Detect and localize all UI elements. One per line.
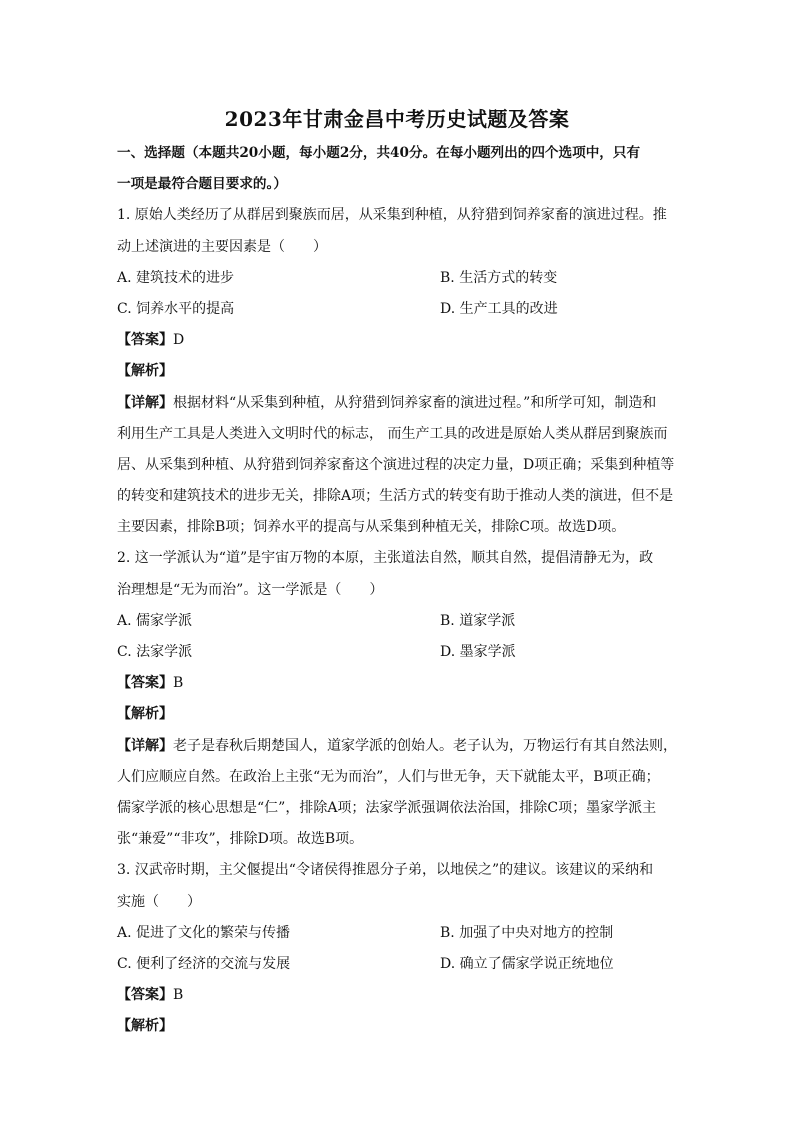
q2-stem-line-1: 2. 这一学派认为“道”是宇宙万物的本原，主张道法自然，顺其自然，提倡清静无为，政 xyxy=(117,550,654,567)
q1-detail-line-4: 的转变和建筑技术的进步无关，排除A项；生活方式的转变有助于推动人类的演进，但不是 xyxy=(117,488,674,505)
section-heading-line-2: 一项是最符合题目要求的。） xyxy=(117,176,287,193)
q3-option-b: B. 加强了中央对地方的控制 xyxy=(440,924,614,941)
q2-answer-label: 【答案】 xyxy=(117,675,173,692)
q2-analysis-label: 【解析】 xyxy=(117,706,173,723)
q2-detail-text-1: 老子是春秋后期楚国人，道家学派的创始人。老子认为，万物运行有其自然法则， xyxy=(173,737,677,754)
q1-detail-label: 【详解】 xyxy=(117,394,173,411)
q3-stem-line-1: 3. 汉武帝时期，主父偃提出“令诸侯得推恩分子弟，以地侯之”的建议。该建议的采纳和 xyxy=(117,862,654,879)
q3-options-row-2 xyxy=(117,949,679,980)
q2-options-row-1 xyxy=(117,606,679,637)
q1-detail-line-5: 主要因素，排除B项；饲养水平的提高与从采集到种植无关，排除C项。故选D项。 xyxy=(117,519,626,536)
q1-option-d: D. 生产工具的改进 xyxy=(440,300,558,317)
q2-detail-line-2: 人们应顺应自然。在政治上主张“无为而治”，人们与世无争，天下就能太平，B项正确； xyxy=(117,768,660,785)
q2-option-d: D. 墨家学派 xyxy=(440,644,516,660)
q1-detail-line-1 xyxy=(117,388,679,419)
q3-answer xyxy=(117,980,679,1011)
q2-options-row-2 xyxy=(117,637,679,668)
q2-answer-value: B xyxy=(173,675,184,692)
q1-stem-line-2: 动上述演进的主要因素是（ ） xyxy=(117,238,327,255)
q1-answer-value: D xyxy=(173,332,185,349)
q2-option-c: C. 法家学派 xyxy=(117,644,193,660)
document-body xyxy=(117,138,679,1042)
q3-answer-value: B xyxy=(173,987,184,1004)
q2-detail-line-3: 儒家学派的核心思想是“仁”，排除A项；法家学派强调依法治国，排除C项；墨家学派主 xyxy=(117,799,657,816)
q1-stem-line-1: 1. 原始人类经历了从群居到聚族而居，从采集到种植，从狩猎到饲养家畜的演进过程。推 xyxy=(117,207,667,224)
document-title: 2023年甘肃金昌中考历史试题及答案 xyxy=(224,107,570,131)
q3-stem-line-2: 实施（ ） xyxy=(117,893,201,910)
q1-options-row-1 xyxy=(117,263,679,294)
q1-analysis-label: 【解析】 xyxy=(117,363,173,380)
q2-option-b: B. 道家学派 xyxy=(440,612,516,629)
q1-options-row-2 xyxy=(117,294,679,325)
q2-option-a: A. 儒家学派 xyxy=(117,612,193,629)
q3-option-c: C. 便利了经济的交流与发展 xyxy=(117,955,291,972)
q1-option-c: C. 饲养水平的提高 xyxy=(117,300,235,317)
q2-detail-line-4: 张“兼爱”“非攻”，排除D项。故选B项。 xyxy=(117,831,364,848)
q2-detail-line-1 xyxy=(117,731,679,762)
q2-detail-label: 【详解】 xyxy=(117,737,173,754)
q2-answer xyxy=(117,668,679,699)
q3-options-row-1 xyxy=(117,918,679,949)
q1-detail-line-3: 居、从采集到种植、从狩猎到饲养家畜这个演进过程的决定力量，D项正确；采集到种植等 xyxy=(117,456,675,473)
q1-detail-line-2: 利用生产工具是人类进入文明时代的标志， 而生产工具的改进是原始人类从群居到聚族而 xyxy=(117,425,668,442)
q1-option-b: B. 生活方式的转变 xyxy=(440,269,558,286)
q1-detail-text-1: 根据材料“从采集到种植，从狩猎到饲养家畜的演进过程。”和所学可知，制造和 xyxy=(173,394,657,411)
q1-answer-label: 【答案】 xyxy=(117,332,173,349)
q2-stem-line-2: 治理想是“无为而治”。这一学派是（ ） xyxy=(117,581,384,598)
q3-analysis-label: 【解析】 xyxy=(117,1018,173,1035)
q1-option-a: A. 建筑技术的进步 xyxy=(117,269,235,286)
q1-answer xyxy=(117,325,679,356)
q3-option-a: A. 促进了文化的繁荣与传播 xyxy=(117,924,291,941)
q3-answer-label: 【答案】 xyxy=(117,987,173,1004)
q3-option-d: D. 确立了儒家学说正统地位 xyxy=(440,955,614,972)
section-heading-line-1: 一、选择题（本题共20小题，每小题2分，共40分。在每小题列出的四个选项中，只有 xyxy=(117,145,641,161)
